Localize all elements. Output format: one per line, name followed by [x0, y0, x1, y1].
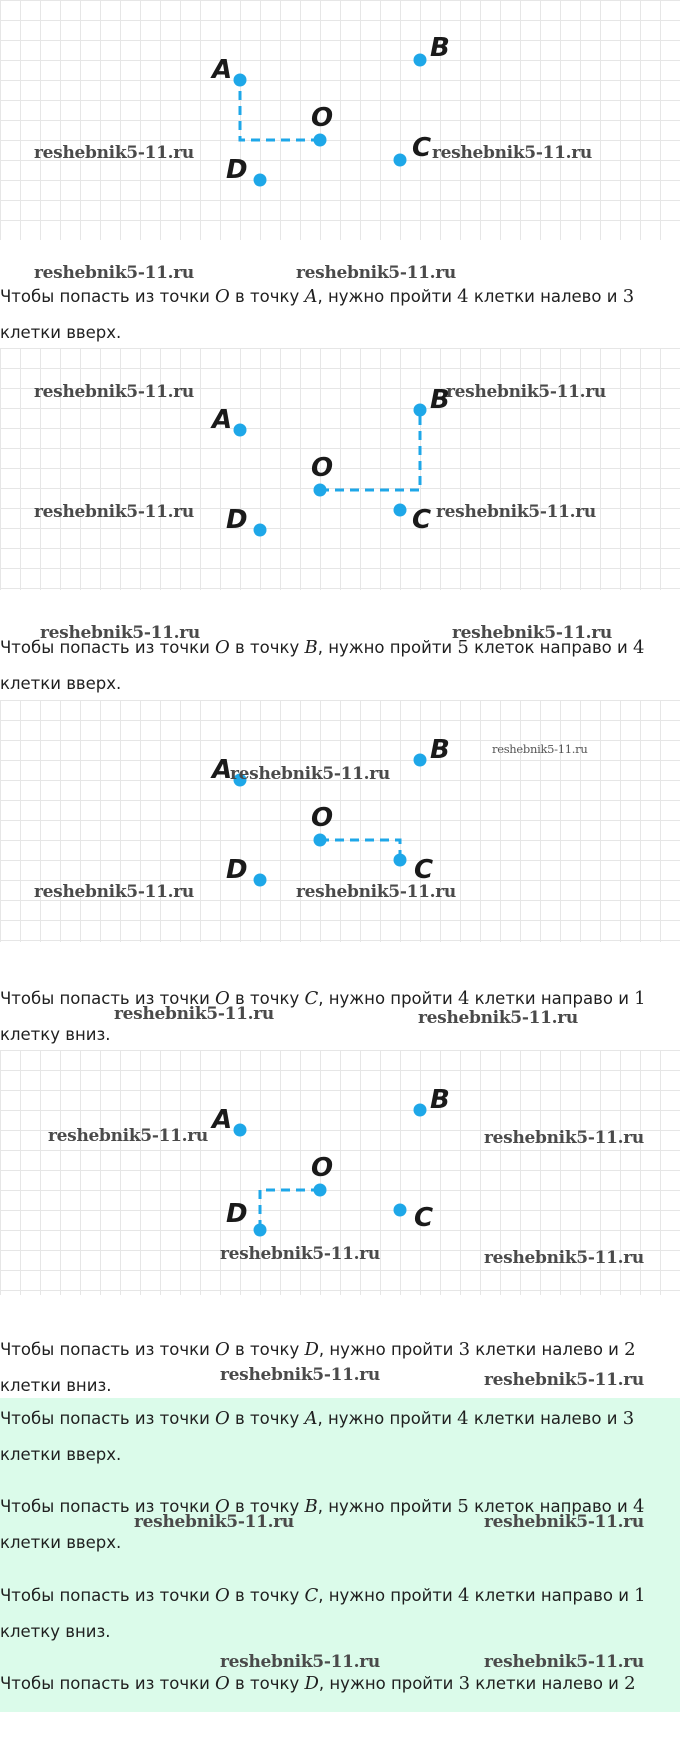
watermark: reshebnik5-11.ru — [40, 623, 200, 643]
watermark: reshebnik5-11.ru — [452, 623, 612, 643]
watermark: reshebnik5-11.ru — [432, 143, 592, 163]
answer-1: Чтобы попасть из точки O в точку A, нужно пройти 4 клетки налево и 3 клетки вверх. — [0, 1408, 635, 1464]
watermark: reshebnik5-11.ru — [484, 1370, 644, 1390]
watermark: reshebnik5-11.ru — [34, 382, 194, 402]
point-c — [394, 1204, 407, 1217]
point-o — [314, 134, 327, 147]
paragraph-3: Чтобы попасть из точки O в точку C, нужно пройти 4 клетки направо и 1 клетку вниз. — [0, 988, 646, 1044]
answer-2: Чтобы попасть из точки O в точку B, нужно пройти 5 клеток направо и 4 клетки вверх. — [0, 1496, 645, 1552]
label-a: A — [212, 405, 233, 435]
route-o-to-b — [320, 410, 420, 490]
route-o-to-c — [320, 840, 400, 860]
point-a — [234, 1124, 247, 1137]
watermark: reshebnik5-11.ru — [220, 1652, 380, 1672]
watermark: reshebnik5-11.ru — [34, 263, 194, 283]
label-c: C — [412, 505, 432, 535]
paragraph-2: Чтобы попасть из точки O в точку B, нужно пройти 5 клеток направо и 4 клетки вверх. — [0, 637, 645, 693]
label-o: O — [311, 1153, 334, 1183]
watermark: reshebnik5-11.ru — [418, 1008, 578, 1028]
point-c — [394, 854, 407, 867]
point-d — [254, 874, 267, 887]
label-b: B — [430, 735, 450, 765]
label-o: O — [311, 103, 334, 133]
label-d: D — [226, 505, 248, 535]
watermark: reshebnik5-11.ru — [134, 1512, 294, 1532]
watermark: reshebnik5-11.ru — [492, 742, 588, 756]
label-o: O — [311, 453, 334, 483]
point-o — [314, 484, 327, 497]
watermark: reshebnik5-11.ru — [484, 1512, 644, 1532]
watermark: reshebnik5-11.ru — [446, 382, 606, 402]
figure-1 — [0, 0, 680, 240]
watermark: reshebnik5-11.ru — [296, 263, 456, 283]
answer-3: Чтобы попасть из точки O в точку C, нужно пройти 4 клетки направо и 1 клетку вниз. — [0, 1585, 646, 1641]
point-a — [234, 74, 247, 87]
watermark: reshebnik5-11.ru — [48, 1126, 208, 1146]
point-d — [254, 1224, 267, 1237]
watermark: reshebnik5-11.ru — [296, 882, 456, 902]
watermark: reshebnik5-11.ru — [436, 502, 596, 522]
label-a: A — [212, 55, 233, 85]
point-d — [254, 524, 267, 537]
label-d: D — [226, 855, 248, 885]
watermark: reshebnik5-11.ru — [220, 1365, 380, 1385]
point-c — [394, 504, 407, 517]
point-b — [414, 1104, 427, 1117]
label-d: D — [226, 155, 248, 185]
watermark: reshebnik5-11.ru — [34, 502, 194, 522]
figure-3 — [0, 700, 680, 942]
paragraph-4: Чтобы попасть из точки O в точку D, нужно пройти 3 клетки налево и 2 клетки вниз. — [0, 1339, 636, 1395]
paragraph-1: Чтобы попасть из точки O в точку A, нужно пройти 4 клетки налево и 3 клетки вверх. — [0, 286, 635, 342]
route-o-to-d — [260, 1190, 320, 1230]
route-o-to-a — [240, 80, 320, 140]
point-b — [414, 54, 427, 67]
label-c: C — [414, 855, 434, 885]
label-b: B — [430, 33, 450, 63]
label-a: A — [212, 1105, 233, 1135]
point-b — [414, 754, 427, 767]
label-b: B — [430, 385, 450, 415]
label-o: O — [311, 803, 334, 833]
watermark: reshebnik5-11.ru — [230, 764, 390, 784]
point-d — [254, 174, 267, 187]
watermark: reshebnik5-11.ru — [34, 143, 194, 163]
watermark: reshebnik5-11.ru — [220, 1244, 380, 1264]
point-o — [314, 1184, 327, 1197]
watermark: reshebnik5-11.ru — [484, 1652, 644, 1672]
answer-4: Чтобы попасть из точки O в точку D, нужно пройти 3 клетки налево и 2 — [0, 1673, 636, 1694]
point-o — [314, 834, 327, 847]
point-c — [394, 154, 407, 167]
watermark: reshebnik5-11.ru — [114, 1004, 274, 1024]
label-c: C — [412, 133, 432, 163]
watermark: reshebnik5-11.ru — [34, 882, 194, 902]
label-c: C — [414, 1203, 434, 1233]
point-b — [414, 404, 427, 417]
label-b: B — [430, 1085, 450, 1115]
watermark: reshebnik5-11.ru — [484, 1248, 644, 1268]
watermark: reshebnik5-11.ru — [484, 1128, 644, 1148]
label-d: D — [226, 1199, 248, 1229]
point-a — [234, 424, 247, 437]
label-a: A — [212, 755, 233, 785]
